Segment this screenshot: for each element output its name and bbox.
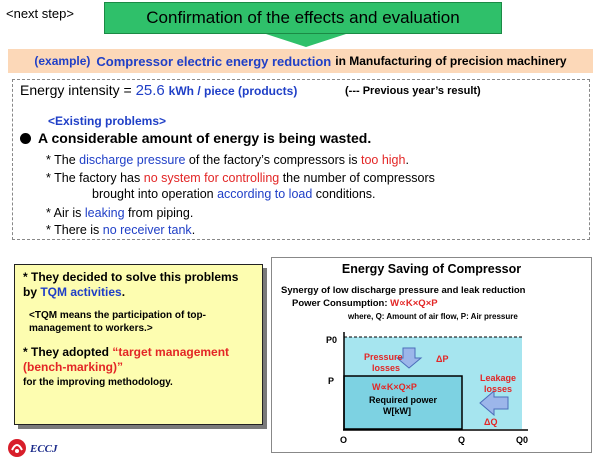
text: * Air is bbox=[46, 206, 85, 220]
text: from piping. bbox=[124, 206, 194, 220]
slide-title: Confirmation of the effects and evaluation bbox=[104, 2, 502, 34]
headline-text: A considerable amount of energy is being wasted. bbox=[38, 130, 372, 146]
example-highlight: Compressor electric energy reduction bbox=[96, 53, 332, 69]
diagram-where-note: where, Q: Amount of air flow, P: Air pressure bbox=[348, 312, 518, 321]
required-power-1: Required power bbox=[369, 395, 438, 405]
text: * The bbox=[46, 153, 80, 167]
text-highlight: discharge pressure bbox=[79, 153, 186, 167]
text-highlight: “target management (bench-marking)” bbox=[23, 345, 230, 374]
delta-p: ΔP bbox=[436, 354, 449, 364]
eccj-logo-icon bbox=[6, 437, 28, 459]
text-highlight: leaking bbox=[84, 206, 125, 220]
diagram-title: Energy Saving of Compressor bbox=[341, 262, 522, 276]
text: the number of compressors bbox=[279, 171, 435, 185]
text-highlight: too high bbox=[360, 153, 406, 167]
text: brought into operation bbox=[92, 187, 218, 201]
required-power-2: W[kW] bbox=[383, 406, 411, 416]
text-highlight: no receiver tank bbox=[102, 223, 192, 237]
text-highlight: TQM activities bbox=[40, 285, 122, 299]
axis-o: O bbox=[340, 435, 348, 445]
text: * The factory has bbox=[46, 171, 144, 185]
text: * They decided to solve this problems by bbox=[23, 270, 239, 299]
text: . bbox=[191, 223, 196, 237]
text: of the factory’s compressors is bbox=[185, 153, 361, 167]
example-tag: (example) bbox=[34, 54, 91, 68]
previous-result-note: (--- Previous year’s result) bbox=[345, 85, 481, 97]
pressure-losses-2: losses bbox=[372, 363, 401, 373]
text: . bbox=[121, 285, 126, 299]
axis-p0: P0 bbox=[326, 335, 338, 345]
diagram-subtitle: Synergy of low discharge pressure and leak reduction bbox=[281, 285, 526, 296]
text: * They adopted bbox=[23, 345, 113, 359]
text: * There is bbox=[46, 223, 103, 237]
next-step-label: <next step> bbox=[6, 6, 74, 21]
text-highlight: according to load bbox=[217, 187, 313, 201]
existing-problems-heading: <Existing problems> bbox=[48, 114, 167, 128]
text: Power Consumption: bbox=[292, 298, 391, 309]
text: conditions. bbox=[312, 187, 376, 201]
inner-formula: W∝K×Q×P bbox=[372, 382, 417, 392]
formula: W∝K×Q×P bbox=[390, 298, 438, 309]
axis-q0: Q0 bbox=[516, 435, 529, 445]
axis-q: Q bbox=[458, 435, 466, 445]
axis-p: P bbox=[328, 376, 335, 386]
text-highlight: no system for controlling bbox=[143, 171, 280, 185]
text: . bbox=[405, 153, 409, 167]
delta-q: ΔQ bbox=[484, 417, 498, 427]
eccj-logo-text: ECCJ bbox=[30, 443, 58, 455]
leakage-losses-1: Leakage bbox=[480, 373, 517, 383]
example-rest: in Manufacturing of precision machinery bbox=[335, 54, 567, 68]
intensity-value: 25.6 bbox=[135, 82, 165, 99]
intensity-unit: kWh / piece (products) bbox=[168, 84, 298, 98]
methodology-note: for the improving methodology. bbox=[23, 377, 173, 388]
intensity-label: Energy intensity = bbox=[20, 82, 136, 98]
tqm-definition: <TQM means the participation of top-management to workers.> bbox=[29, 310, 206, 334]
leakage-losses-2: losses bbox=[484, 384, 513, 394]
pressure-losses-1: Pressure bbox=[364, 352, 403, 362]
